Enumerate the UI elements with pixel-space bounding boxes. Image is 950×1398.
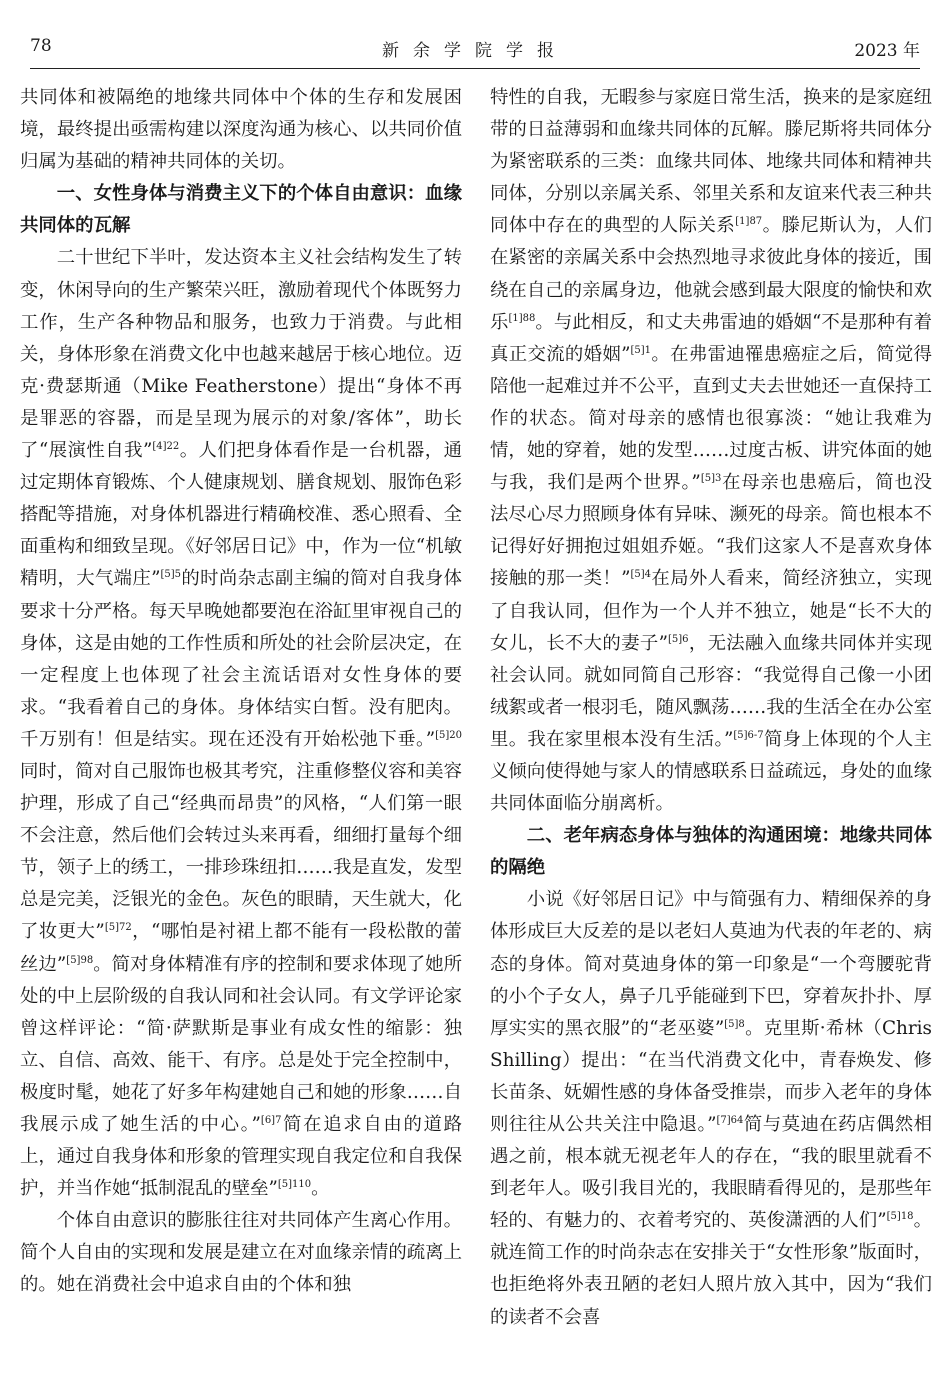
text-run: 。就连简工作的时尚杂志在安排关于“女性形象”版面时，也拒绝将外表丑陋的老妇人照片放入其中，因为“我们的读者不会喜 — [490, 1210, 932, 1328]
paragraph-body — [490, 884, 932, 1333]
text-run: 小说《好邻居日记》中与简强有力、精细保养的身体形成巨大反差的是以老妇人莫迪为代表的年老的、病态的身体。简对莫迪身体的第一印象是“一个弯腰驼背的小个子女人，鼻子几乎能碰到下巴，穿着灰扑扑、厚厚实实的黑衣服”的“老巫婆” — [490, 889, 932, 1039]
citation: [4]22 — [152, 440, 180, 452]
running-header — [30, 30, 920, 69]
citation: [1]88 — [508, 312, 536, 324]
text-run: 在局外人看来，简经济独立，实现了自我认同，但作为一个人并不独立，她是“长不大的女儿，长不大的妻子” — [490, 568, 932, 654]
text-run: 。简对身体精准有序的控制和要求体现了她所处的中上层阶级的自我认同和社会认同。有文学评论家曾这样评论：“简·萨默斯是事业有成女性的缩影：独立、自信、高效、能干、有序。总是处于完全控制中，极度时髦，她花了好多年构建她自己和她的形象……自我展示成了她生活的中心。” — [20, 953, 462, 1135]
citation: [5]6-7 — [733, 729, 764, 741]
text-run: 简身上体现的个人主义倾向使得她与家人的情感联系日益疏远，身处的血缘共同体面临分崩离析。 — [490, 728, 932, 815]
citation: [5]110 — [277, 1179, 312, 1191]
text-run: 简在追求自由的道路上，通过自我身体和形象的管理实现自我定位和自我保护，并当作她“抵制混乱的壁垒” — [20, 1114, 462, 1200]
citation: [6]7 — [260, 1114, 282, 1126]
text-run: ，无法融入血缘共同体并实现社会认同。就如同简自己形容：“我觉得自己像一小团绒絮或者一根羽毛，随风飘荡……我的生活全在办公室里。我在家里根本没有生活。” — [490, 632, 932, 750]
text-run: 。滕尼斯认为，人们在紧密的亲属关系中会热烈地寻求彼此身体的接近，围绕在自己的亲属身边，他就会感到最大限度的愉快和欢乐 — [490, 215, 932, 333]
citation: [1]87 — [735, 216, 763, 228]
page-number: 78 — [30, 36, 52, 56]
citation: [5]18 — [886, 1211, 914, 1223]
citation: [5]20 — [435, 729, 462, 741]
text-run: ，“哪怕是衬裙上都不能有一段松散的蕾丝边” — [20, 921, 463, 975]
text-run: 。 — [311, 1178, 330, 1200]
text-run: 简与莫迪在药店偶然相遇之前，根本就无视老年人的存在，“我的眼里就看不到老年人。吸引我目光的，我眼睛看得见的，是那些年轻的、有魅力的、衣着考究的、英俊潇洒的人们” — [490, 1114, 932, 1232]
citation: [5]5 — [160, 569, 182, 581]
paragraph-body: 个体自由意识的膨胀往往对共同体产生离心作用。简个人自由的实现和发展是建立在对血缘亲情的疏离上的。她在消费社会中追求自由的个体和独 — [20, 1210, 462, 1296]
text-run: 。人们把身体看作是一台机器，通过定期体育锻炼、个人健康规划、膳食规划、服饰色彩搭配等措施，对身体机器进行精确校准、悉心照看、全面重构和细致呈现。《好邻居日记》中，作为一位“机敏精明，大气端庄” — [20, 440, 462, 590]
text-run: 在母亲也患癌后，简也没法尽心尽力照顾身体有异味、濒死的母亲。简也根本不记得好好拥抱过姐姐乔姬。“我们这家人不是喜欢身体接触的那一类！” — [490, 472, 932, 590]
section-heading-1: 一、女性身体与消费主义下的个体自由意识：血缘共同体的瓦解 — [20, 183, 462, 237]
text-run: 二十世纪下半叶，发达资本主义社会结构发生了转变，休闲导向的生产繁荣兴旺，激励着现代个体既努力工作，生产各种物品和服务，也致力于消费。与此相关，身体形象在消费文化中也越来越居于核心地位。迈克·费瑟斯通（Mike Featherstone）提出“身体不再是罪恶的容器，而是呈现为展示的对象/客体”，助长了“展演性自我” — [20, 247, 462, 462]
citation: [5]6 — [667, 633, 689, 645]
citation: [7]64 — [716, 1114, 744, 1126]
left-column — [20, 82, 462, 1302]
citation: [5]1 — [630, 344, 652, 356]
section-heading-2: 二、老年病态身体与独体的沟通困境：地缘共同体的隔绝 — [490, 825, 932, 879]
right-column — [490, 82, 932, 1334]
citation: [5]4 — [630, 569, 652, 581]
text-run: 。克里斯·希林（Chris Shilling）提出：“在当代消费文化中，青春焕发、修长苗条、妩媚性感的身体备受推崇，而步入老年的身体则往往从公共关注中隐退。” — [490, 1017, 932, 1135]
text-run: 。与此相反，和丈夫弗雷迪的婚姻“不是那种有着真正交流的婚姻” — [490, 311, 932, 365]
citation: [5]3 — [700, 473, 722, 484]
journal-title: 新余学院学报 — [382, 41, 568, 61]
paragraph-intro-tail: 共同体和被隔绝的地缘共同体中个体的生存和发展困境，最终提出亟需构建以深度沟通为核心、以共同价值归属为基础的精神共同体的关切。 — [20, 87, 462, 173]
issue-year: 2023 年 — [854, 41, 920, 61]
paragraph-body — [490, 82, 932, 820]
citation: [5]8 — [724, 1018, 745, 1030]
text-run: 的时尚杂志副主编的简对自我身体要求十分严格。每天早晚她都要泡在浴缸里审视自己的身体，这是由她的工作性质和所处的社会阶层决定，在一定程度上也体现了社会主流话语对女性身体的要求。“我看着自己的身体。身体结实白皙。没有肥肉。千万别有！但是结实。现在还没有开始松弛下垂。” — [20, 568, 462, 750]
text-run: 同时，简对自己服饰也极其考究，注重修整仪容和美容护理，形成了自己“经典而昂贵”的风格，“人们第一眼不会注意，然后他们会转过头来再看，细细打量每个细节，领子上的绣工，一排珍珠纽扣……我是直发，发型总是完美，泛银光的金色。灰色的眼睛，天生就大，化了妆更大” — [20, 760, 462, 943]
text-run: 。在弗雷迪罹患癌症之后，简觉得陪他一起难过并不公平，直到丈夫去世她还一直保持工作的状态。简对母亲的感情也很寡淡：“她让我难为情，她的穿着，她的发型……过度古板、讲究体面的她与我，我们是两个世界。” — [490, 343, 932, 494]
text-run: 特性的自我，无暇参与家庭日常生活，换来的是家庭纽带的日益薄弱和血缘共同体的瓦解。滕尼斯将共同体分为紧密联系的三类：血缘共同体、地缘共同体和精神共同体，分别以亲属关系、邻里关系和友谊来代表三种共同体中存在的典型的人际关系 — [490, 87, 932, 237]
paragraph-body — [20, 242, 462, 1205]
citation: [5]72 — [104, 922, 132, 934]
citation: [5]98 — [66, 954, 94, 966]
